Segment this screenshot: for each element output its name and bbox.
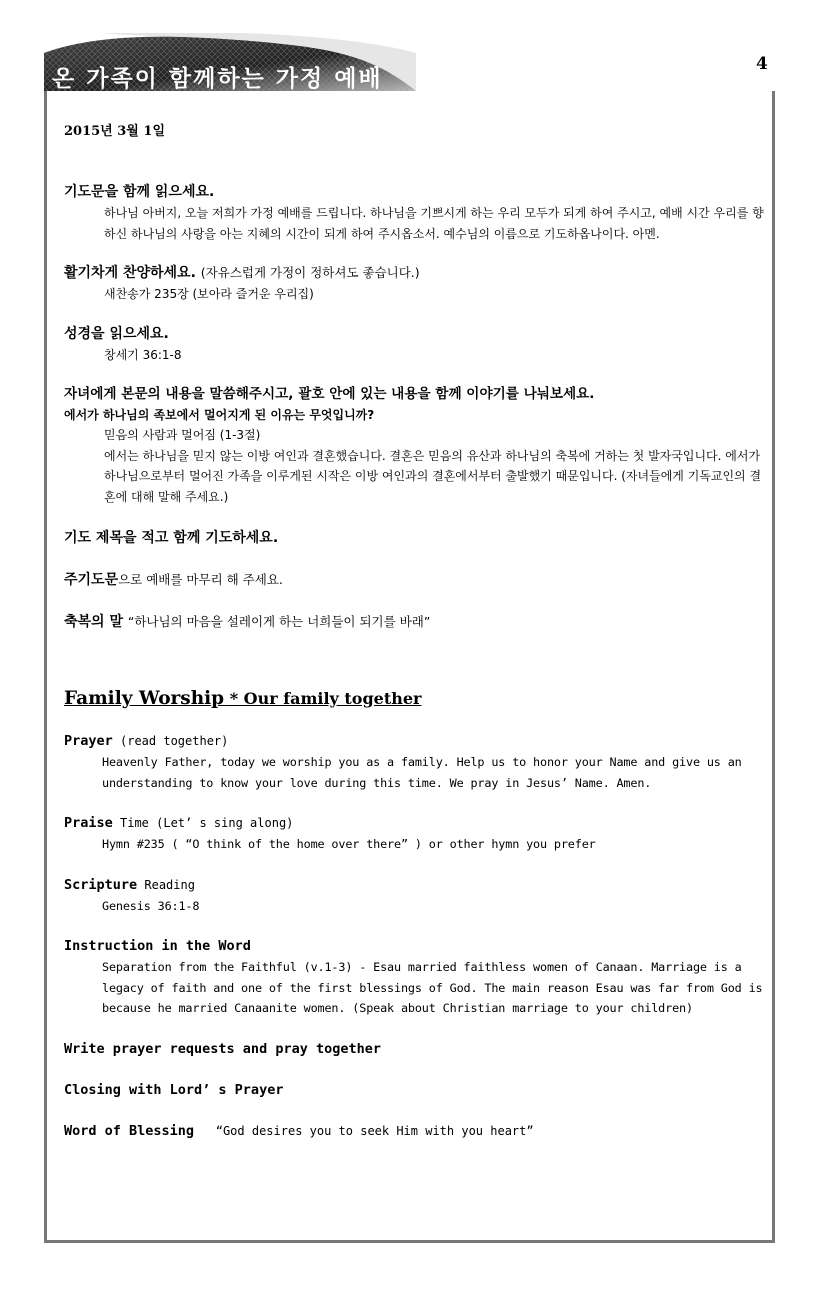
en-scripture-note: Reading	[137, 877, 195, 892]
en-blessing-line	[64, 1121, 764, 1142]
ko-closing-line	[64, 569, 764, 591]
en-instruction-section	[64, 936, 764, 1019]
ko-praise-note: (자유스럽게 가정이 정하셔도 좋습니다.)	[200, 265, 420, 280]
ko-instruction-point: 믿음의 사람과 멀어짐 (1-3절)	[104, 428, 261, 442]
en-praise-note: Time (Let’ s sing along)	[112, 816, 294, 830]
ko-instruction-section	[64, 383, 764, 507]
worship-date: 2015년 3월 1일	[64, 124, 165, 139]
ko-closing-text: 으로 예배를 마무리 해 주세요.	[118, 572, 283, 587]
en-scripture-heading: Scripture	[64, 876, 138, 893]
ko-blessing-line	[64, 611, 764, 633]
en-scripture-heading-line	[64, 875, 764, 896]
ko-instruction-heading: 자녀에게 본문의 내용을 말씀해주시고, 괄호 안에 있는 내용을 함께 이야기를 나눠보세요.	[64, 386, 595, 402]
english-title-main: Family Worship	[64, 688, 225, 709]
ko-scripture-text: 창세기 36:1-8	[104, 347, 182, 362]
ko-scripture-section	[64, 323, 764, 366]
page-title: 온 가족이 함께하는 가정 예배	[52, 66, 383, 92]
ko-requests-heading: 기도 제목을 적고 함께 기도하세요.	[64, 530, 279, 546]
en-scripture-section	[64, 875, 764, 917]
ko-blessing-text: “하나님의 마음을 설레이게 하는 너희들이 되기를 바래”	[127, 614, 431, 629]
en-prayer-section	[64, 731, 764, 793]
en-requests-heading: Write prayer requests and pray together	[64, 1040, 381, 1057]
en-prayer-heading-line	[64, 731, 764, 752]
en-scripture-text: Genesis 36:1-8	[102, 898, 200, 913]
ko-closing-heading: 주기도문	[64, 572, 119, 588]
en-blessing-heading: Word of Blessing	[64, 1122, 195, 1139]
en-closing-heading: Closing with Lord’ s Prayer	[64, 1081, 284, 1098]
ko-instruction-question: 에서가 하나님의 족보에서 멀어지게 된 이유는 무엇입니까?	[64, 408, 375, 422]
en-prayer-note: (read together)	[112, 734, 229, 748]
ko-scripture-heading: 성경을 읽으세요.	[64, 325, 169, 342]
en-praise-heading-line	[64, 813, 764, 834]
ko-prayer-heading: 기도문을 함께 읽으세요.	[64, 184, 215, 200]
ko-praise-heading: 활기차게 찬양하세요.	[64, 265, 196, 281]
ko-praise-section	[64, 262, 764, 305]
english-title	[64, 688, 764, 709]
ko-praise-heading-line	[64, 262, 764, 284]
en-prayer-text: Heavenly Father, today we worship you as a family. Help us to honor your Name and give us an understanding to know your love during this time. We pray in Jesus’ Name. Amen.	[102, 755, 742, 790]
en-instruction-text: Separation from the Faithful (v.1-3) - Esau married faithless women of Canaan. Marriage is a legacy of faith and one of the first blessings of God. The main reason Esau was far from God is because he married Canaanite women. (Speak about Christian marriage to your children)	[102, 960, 763, 1015]
page-number: 4	[756, 54, 768, 74]
ko-prayer-text: 하나님 아버지, 오늘 저희가 가정 예배를 드립니다. 하나님을 기쁘시게 하는 우리 모두가 되게 하여 주시고, 예배 시간 우리를 향하신 하나님의 사랑을 아는 지혜의 시간이 되게 하여 주시옵소서. 예수님의 이름으로 기도하옵나이다. 아멘.	[104, 206, 764, 241]
en-prayer-heading: Prayer	[64, 733, 113, 749]
ko-blessing-heading: 축복의 말	[64, 614, 123, 630]
en-instruction-heading: Instruction in the Word	[64, 938, 251, 954]
en-praise-text: Hymn #235 ( “O think of the home over there” ) or other hymn you prefer	[102, 837, 596, 851]
en-praise-section	[64, 813, 764, 855]
ko-prayer-section	[64, 181, 764, 244]
en-praise-heading: Praise	[64, 815, 113, 831]
english-title-sub: * Our family together	[224, 689, 422, 708]
ko-instruction-text: 에서는 하나님을 믿지 않는 이방 여인과 결혼했습니다. 결혼은 믿음의 유산과 하나님의 축복에 거하는 첫 발자국입니다. 에서가 하나님으로부터 멀어진 가족을 이루게된 시작은 이방 여인과의 결혼에서부터 출발했기 때문입니다. (자녀들에게 기독교인의 결혼에 대해 말해 주세요.)	[104, 448, 762, 504]
worship-content	[64, 120, 764, 1142]
ko-praise-text: 새찬송가 235장 (보아라 즐거운 우리집)	[104, 287, 314, 301]
en-blessing-text: “God desires you to seek Him with you heart”	[194, 1123, 534, 1138]
